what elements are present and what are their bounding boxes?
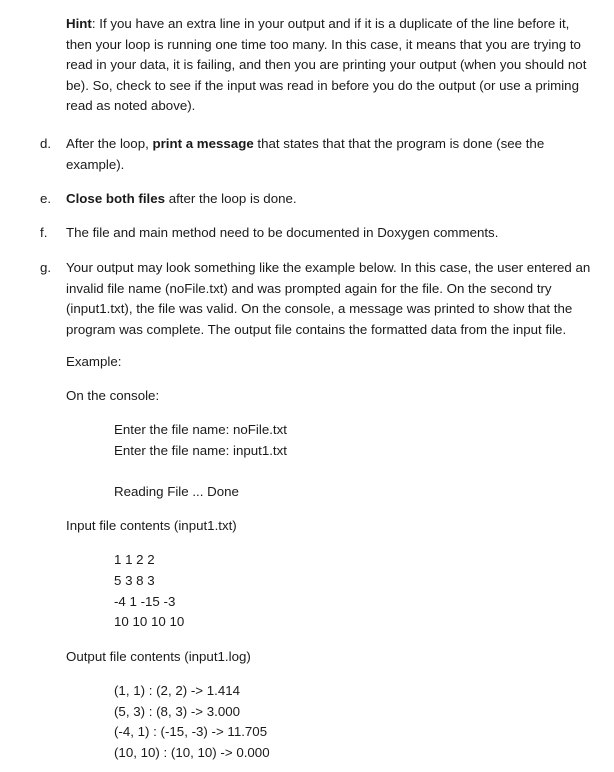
list-marker: g. — [40, 260, 52, 275]
input-line: 10 10 10 10 — [114, 614, 185, 629]
list-marker: e. — [40, 191, 52, 206]
item-text-pre: The file and main method need to be documented in Doxygen comments. — [66, 225, 499, 240]
output-line: (1, 1) : (2, 2) -> 1.414 — [114, 683, 241, 698]
list-marker: d. — [40, 136, 52, 151]
reading-line: Reading File ... Done — [114, 484, 239, 499]
input-line: 1 1 2 2 — [114, 552, 155, 567]
example-label: Example: — [66, 354, 122, 369]
output-line: (-4, 1) : (-15, -3) -> 11.705 — [114, 724, 268, 739]
item-text-pre: After the loop, — [66, 136, 153, 151]
item-text-bold: Close both files — [66, 191, 165, 206]
output-file-label: Output file contents (input1.log) — [66, 649, 251, 664]
hint-label: Hint — [66, 16, 92, 31]
console-label: On the console: — [66, 388, 160, 403]
output-line: (5, 3) : (8, 3) -> 3.000 — [114, 704, 241, 719]
item-text-pre: Your output may look something like the example below. In this case, the user entered an invalid file name (noFile.txt) and was prompted again for the file. On the second try (input1.txt), the file was valid. On the console, a message was printed to show that the program was complete. The output file contains the formatted data from the input file. — [66, 260, 591, 337]
hint-text: : If you have an extra line in your output and if it is a duplicate of the line before it, then your loop is running one time too many. In this case, it means that you are trying to read in your data, it is failing, and then you are printing your output (when you should not be). So, check to see if the input was read in before you do the output (or use a priming read as noted above). — [66, 16, 587, 114]
console-line: Enter the file name: noFile.txt — [114, 422, 287, 437]
list-marker: f. — [40, 225, 48, 240]
hint-paragraph — [66, 14, 598, 117]
input-line: -4 1 -15 -3 — [114, 594, 176, 609]
list-item-text — [66, 223, 598, 244]
item-text-post: after the loop is done. — [165, 191, 297, 206]
output-line: (10, 10) : (10, 10) -> 0.000 — [114, 745, 270, 760]
item-text-bold: print a message — [152, 136, 254, 151]
list-item-text — [66, 189, 598, 210]
item-text-post: that states that that the program is done (see the example). — [66, 136, 545, 172]
console-line: Enter the file name: input1.txt — [114, 443, 287, 458]
input-line: 5 3 8 3 — [114, 573, 155, 588]
list-item-text — [66, 134, 566, 175]
list-item-text — [66, 258, 598, 340]
input-file-label: Input file contents (input1.txt) — [66, 518, 237, 533]
